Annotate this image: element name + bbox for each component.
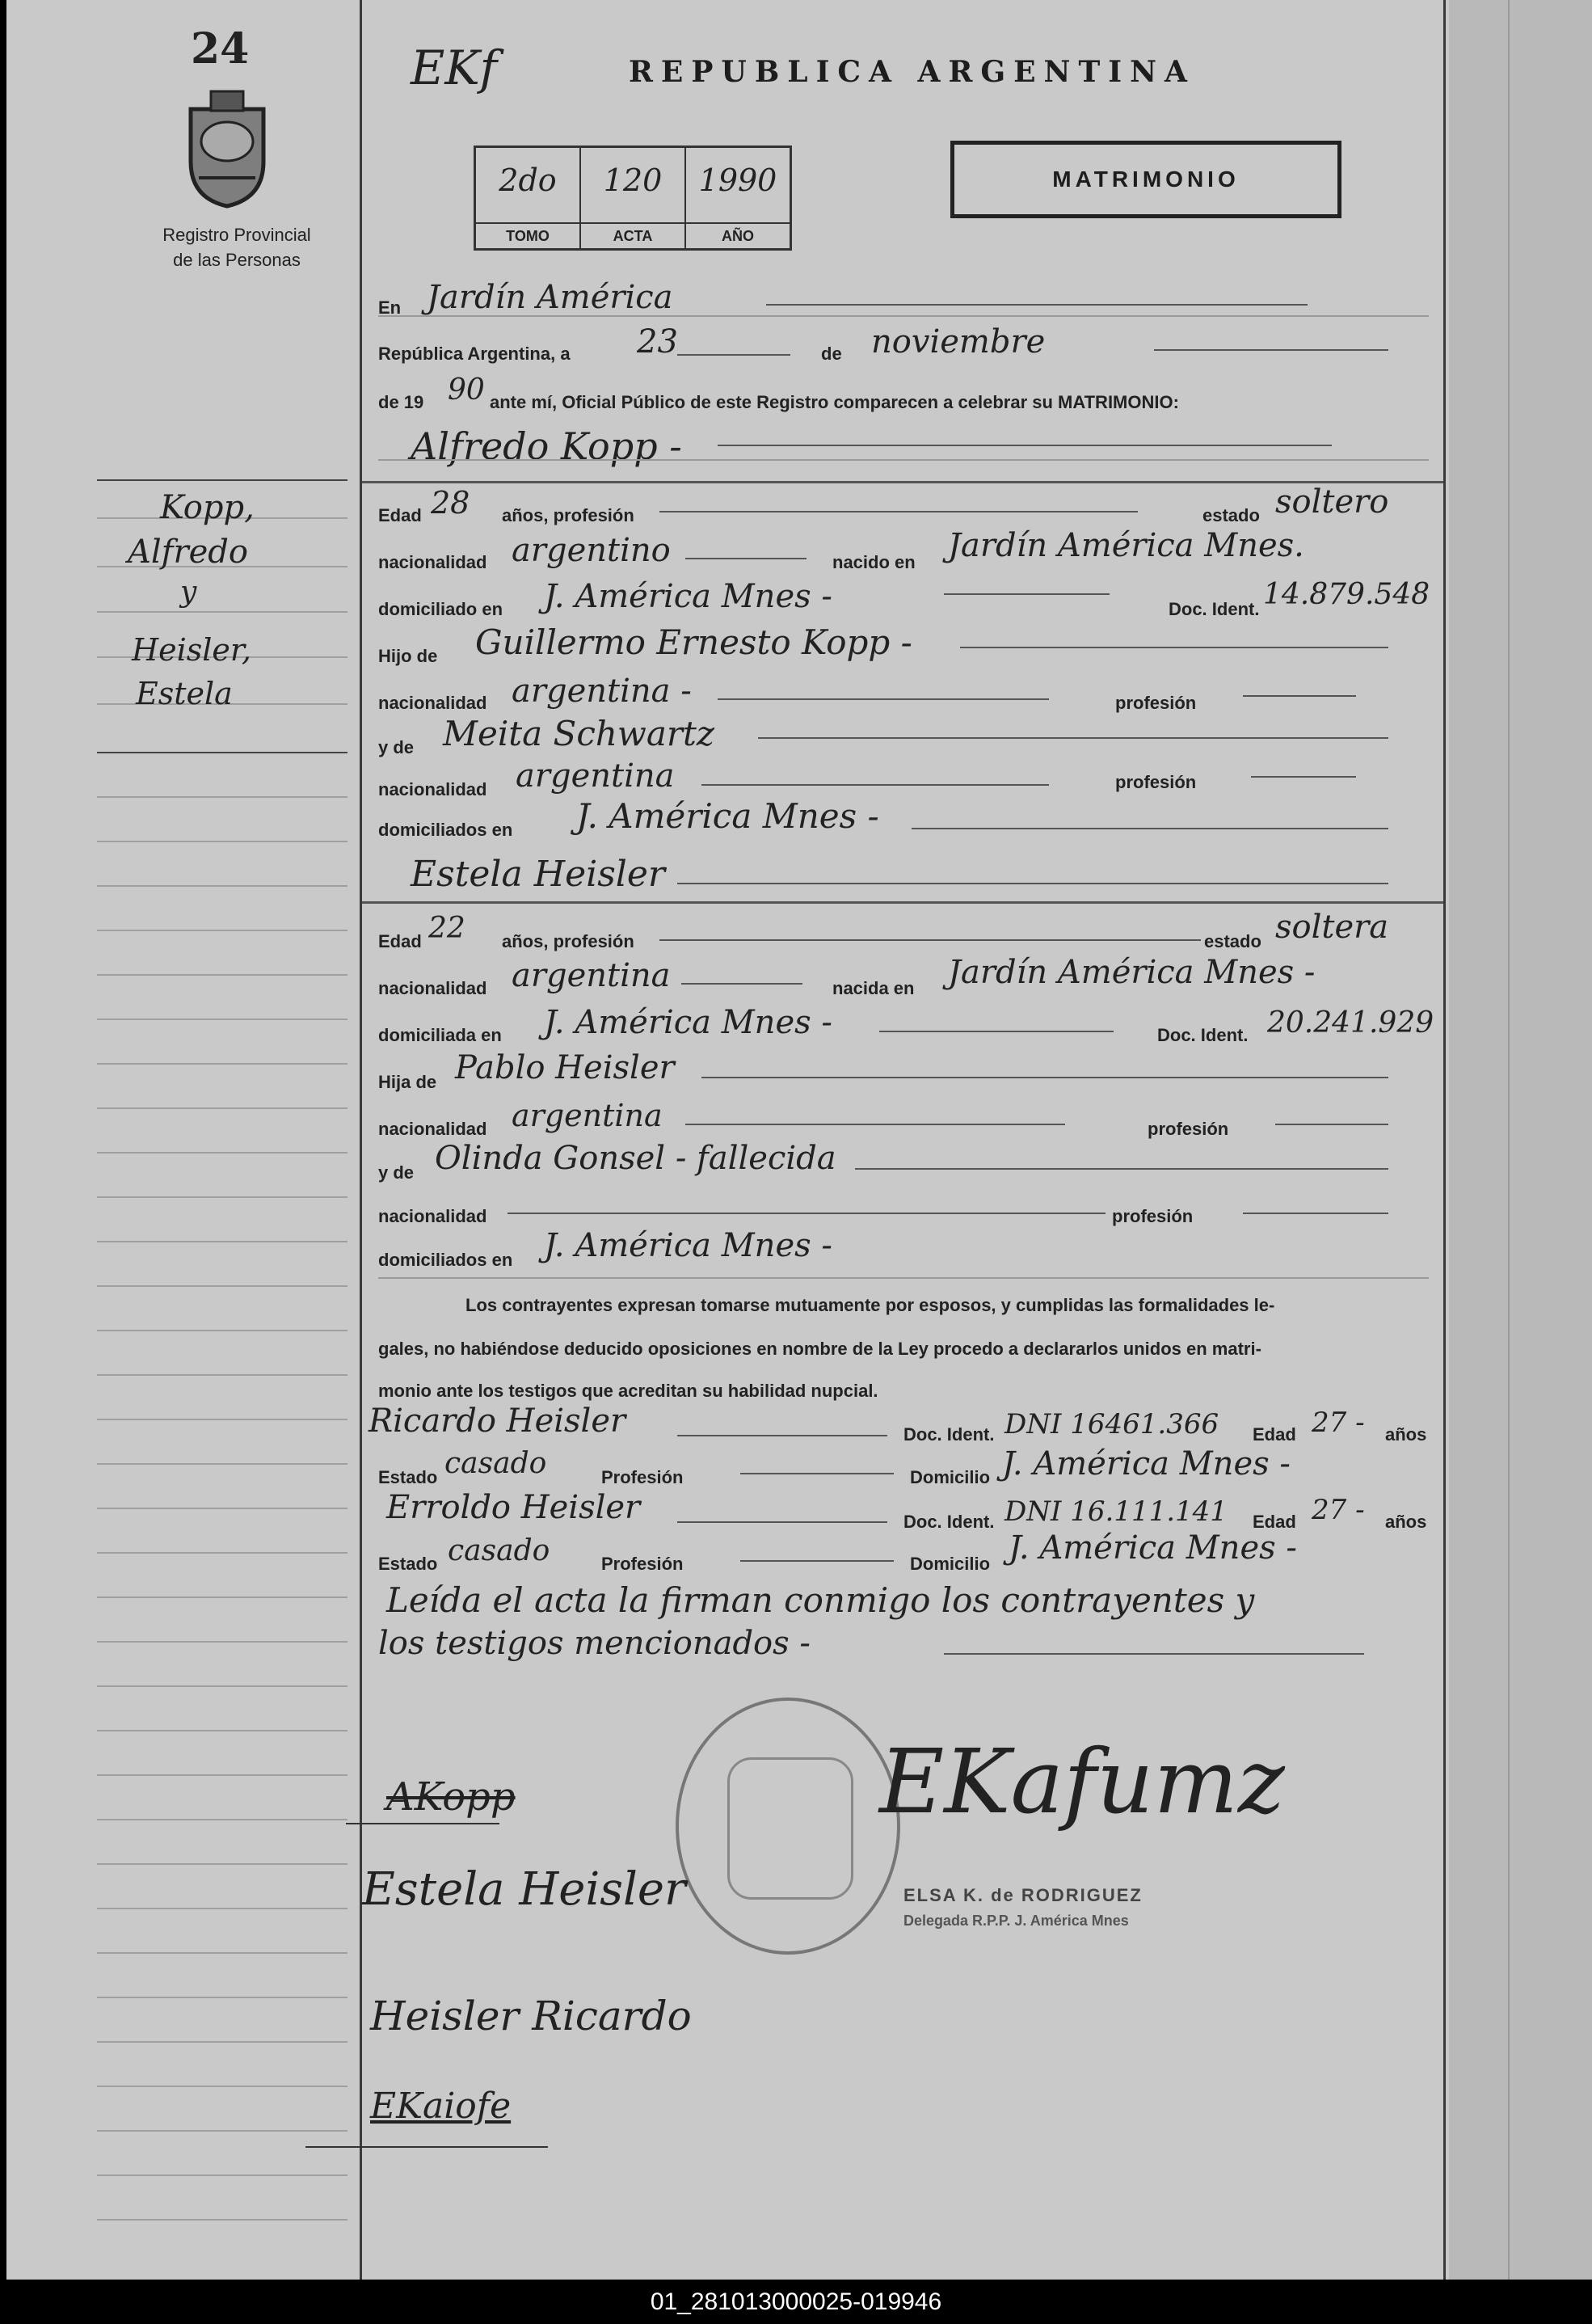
margin-rule — [97, 930, 347, 931]
groom-domicilio: J. América Mnes - — [544, 578, 832, 615]
acta-value: 120 — [603, 162, 663, 198]
witness2-anos-label: años — [1385, 1512, 1427, 1532]
bride-estado: soltera — [1275, 909, 1389, 946]
field-underline — [701, 1077, 1388, 1078]
field-underline — [740, 1473, 894, 1474]
field-underline — [718, 698, 1049, 700]
month-value: noviembre — [871, 323, 1046, 361]
margin-rule — [97, 2130, 347, 2132]
bride-estado-label: estado — [1204, 931, 1261, 951]
groom-mother-nac-label: nacionalidad — [378, 779, 487, 799]
ano-cell — [686, 148, 790, 248]
tomo-label: TOMO — [476, 222, 579, 248]
margin-rule — [97, 2174, 347, 2176]
margin-rule — [97, 1774, 347, 1776]
margin-rule — [97, 611, 347, 613]
groom-nacido-label: nacido en — [832, 552, 916, 572]
closing-line1: Leída el acta la firman conmigo los contrayentes y — [386, 1580, 1255, 1620]
groom-mother-nac: argentina — [516, 757, 675, 795]
officer-signature: EKafumz — [879, 1730, 1285, 1833]
margin-rule — [97, 1908, 347, 1909]
groom-mother-prof-label: profesión — [1115, 772, 1197, 792]
republica-label: República Argentina, a — [378, 344, 571, 364]
field-underline — [944, 593, 1110, 595]
en-label: En — [378, 297, 402, 318]
field-underline — [685, 558, 807, 559]
margin-rule — [97, 1952, 347, 1954]
groom-nacionalidad: argentino — [512, 532, 671, 569]
place-value: Jardín América — [427, 279, 673, 316]
bride-padres-dom-label: domiciliados en — [378, 1250, 513, 1270]
groom-father-nac-label: nacionalidad — [378, 693, 487, 713]
field-underline — [855, 1168, 1388, 1170]
field-underline — [912, 828, 1388, 829]
groom-name: Alfredo Kopp - — [411, 424, 682, 468]
margin-column-divider — [360, 0, 362, 2280]
witness-signature: Heisler Ricardo — [370, 1993, 692, 2039]
field-underline — [677, 1435, 887, 1436]
field-underline — [1243, 1213, 1388, 1214]
groom-padres-dom-label: domiciliados en — [378, 820, 513, 840]
field-underline — [677, 883, 1388, 884]
bride-edad-label: Edad — [378, 931, 422, 951]
margin-rule — [97, 1641, 347, 1643]
witness1-estado: casado — [444, 1447, 547, 1480]
witness2-doc: DNI 16.111.141 — [1004, 1495, 1228, 1528]
witness2-domicilio-label: Domicilio — [910, 1554, 991, 1574]
groom-father: Guillermo Ernesto Kopp - — [475, 622, 912, 662]
margin-rule — [97, 974, 347, 976]
margin-rule — [97, 796, 347, 798]
groom-nacionalidad-label: nacionalidad — [378, 552, 487, 572]
signature-line — [346, 1823, 499, 1824]
acta-label: ACTA — [581, 222, 684, 248]
closing-line2: los testigos mencionados - — [378, 1625, 811, 1662]
official-seal-icon — [676, 1698, 900, 1955]
witness1-age: 27 - — [1312, 1407, 1365, 1439]
field-underline — [701, 784, 1049, 786]
margin-rule — [97, 1730, 347, 1731]
day-value: 23 — [637, 323, 678, 361]
groom-estado-label: estado — [1202, 505, 1260, 525]
margin-rule — [97, 1107, 347, 1109]
margin-rule — [97, 1330, 347, 1331]
witness2-name: Erroldo Heisler — [386, 1489, 641, 1526]
groom-profesion-label: años, profesión — [502, 505, 634, 525]
witness1-doc-label: Doc. Ident. — [903, 1424, 995, 1445]
field-underline — [718, 445, 1332, 446]
witness1-profesion-label: Profesión — [601, 1467, 684, 1487]
year-suffix: 90 — [448, 373, 485, 407]
groom-father-prof-label: profesión — [1115, 693, 1197, 713]
signature-line — [305, 2146, 548, 2148]
groom-age: 28 — [431, 485, 470, 521]
page-number: 24 — [191, 24, 250, 74]
ano-label: AÑO — [686, 222, 790, 248]
witness2-profesion-label: Profesión — [601, 1554, 684, 1574]
field-underline — [944, 1653, 1364, 1655]
groom-doc-label: Doc. Ident. — [1169, 599, 1260, 619]
officer-stamp-line1: ELSA K. de RODRIGUEZ — [903, 1885, 1143, 1905]
record-reference-table — [474, 146, 792, 251]
margin-rule — [97, 2219, 347, 2221]
registry-name-line1: Registro Provincial — [162, 225, 311, 245]
margin-rule — [97, 1552, 347, 1554]
bride-nacionalidad: argentina — [512, 957, 671, 994]
field-underline — [659, 939, 1201, 941]
bride-padres-dom: J. América Mnes - — [544, 1227, 832, 1264]
margin-note-line: Kopp, — [160, 489, 255, 526]
margin-rule — [97, 1241, 347, 1242]
margin-note-line: Alfredo — [128, 534, 248, 571]
margin-rule — [97, 479, 347, 481]
witness1-doc: DNI 16461.366 — [1004, 1408, 1219, 1440]
field-rule — [378, 459, 1429, 461]
margin-rule — [97, 1285, 347, 1287]
province-emblem-icon — [175, 85, 280, 210]
field-underline — [681, 983, 802, 985]
field-underline — [677, 354, 790, 356]
margin-rule — [97, 2041, 347, 2043]
bride-name: Estela Heisler — [411, 854, 665, 895]
registry-name-line2: de las Personas — [173, 250, 301, 270]
bride-doc: 20.241.929 — [1267, 1006, 1434, 1040]
acta-cell — [581, 148, 686, 248]
bride-yde-label: y de — [378, 1162, 415, 1183]
bride-father: Pablo Heisler — [455, 1049, 675, 1086]
bride-mother: Olinda Gonsel - fallecida — [435, 1140, 836, 1177]
field-underline — [766, 304, 1308, 306]
margin-rule — [97, 1863, 347, 1865]
header-annotation: EKf — [411, 40, 498, 95]
year-prefix: de 19 — [378, 392, 424, 412]
witness1-domicilio-label: Domicilio — [910, 1467, 991, 1487]
de-label: de — [821, 344, 842, 364]
margin-rule — [97, 752, 347, 753]
field-rule — [378, 315, 1429, 317]
section-separator — [362, 901, 1443, 904]
margin-rule — [97, 1685, 347, 1687]
bride-father-prof-label: profesión — [1148, 1119, 1229, 1139]
margin-rule — [97, 2086, 347, 2087]
bride-nacida-label: nacida en — [832, 978, 915, 998]
tomo-cell — [476, 148, 581, 248]
margin-rule — [97, 1508, 347, 1509]
field-underline — [1275, 1124, 1388, 1125]
bride-doc-label: Doc. Ident. — [1157, 1025, 1249, 1045]
groom-father-nac: argentina - — [512, 673, 692, 710]
ano-value: 1990 — [698, 162, 777, 198]
declaration-line2: gales, no habiéndose deducido oposiciones en nombre de la Ley procedo a declararlos unidos en matri- — [378, 1339, 1261, 1359]
intro-text: ante mí, Oficial Público de este Registro comparecen a celebrar su MATRIMONIO: — [490, 392, 1179, 412]
groom-estado: soltero — [1275, 483, 1389, 521]
page-edge-line — [1443, 0, 1446, 2280]
witness1-anos-label: años — [1385, 1424, 1427, 1445]
groom-edad-label: Edad — [378, 505, 422, 525]
margin-rule — [97, 885, 347, 887]
witness2-edad-label: Edad — [1253, 1512, 1296, 1532]
witness1-name: Ricardo Heisler — [369, 1402, 626, 1440]
margin-rule — [97, 1819, 347, 1820]
witness2-signature: EKaiofe — [370, 2086, 512, 2127]
groom-signature: AKopp — [386, 1774, 516, 1820]
field-underline — [758, 737, 1388, 739]
margin-rule — [97, 1196, 347, 1198]
witness1-domicilio: J. América Mnes - — [1002, 1445, 1291, 1483]
field-underline — [659, 511, 1138, 512]
margin-rule — [97, 1374, 347, 1376]
margin-rule — [97, 1596, 347, 1598]
bride-signature: Estela Heisler — [362, 1863, 686, 1916]
field-underline — [740, 1560, 894, 1562]
image-code-footer — [0, 2280, 1592, 2324]
field-underline — [1154, 349, 1388, 351]
field-rule — [378, 1277, 1429, 1279]
field-underline — [1243, 695, 1356, 697]
groom-doc: 14.879.548 — [1263, 578, 1430, 611]
field-underline — [685, 1124, 1065, 1125]
margin-note-line: Heisler, — [132, 632, 251, 668]
groom-padres-dom: J. América Mnes - — [576, 796, 879, 836]
country-title: REPUBLICA ARGENTINA — [629, 55, 1195, 89]
witness2-estado: casado — [448, 1534, 550, 1567]
groom-birthplace: Jardín América Mnes. — [948, 527, 1304, 564]
margin-rule — [97, 841, 347, 842]
declaration-line1: Los contrayentes expresan tomarse mutuamente por esposos, y cumplidas las formalidades le- — [465, 1295, 1275, 1315]
bride-mother-nac-label: nacionalidad — [378, 1206, 487, 1226]
witness1-edad-label: Edad — [1253, 1424, 1296, 1445]
bride-father-nac-label: nacionalidad — [378, 1119, 487, 1139]
bride-mother-prof-label: profesión — [1112, 1206, 1194, 1226]
groom-hijo-label: Hijo de — [378, 646, 438, 666]
field-underline — [1251, 776, 1356, 778]
act-type-label: MATRIMONIO — [1052, 167, 1240, 192]
margin-rule — [97, 1463, 347, 1465]
witness2-doc-label: Doc. Ident. — [903, 1512, 995, 1532]
groom-mother: Meita Schwartz — [443, 714, 714, 753]
margin-rule — [97, 1063, 347, 1065]
margin-note-line: y — [180, 576, 197, 609]
bride-birthplace: Jardín América Mnes - — [948, 954, 1316, 991]
field-underline — [960, 647, 1388, 648]
bride-domicilio: J. América Mnes - — [544, 1004, 832, 1041]
bride-father-nac: argentina — [512, 1098, 663, 1133]
groom-domiciliado-label: domiciliado en — [378, 599, 503, 619]
officer-stamp-line2: Delegada R.P.P. J. América Mnes — [903, 1913, 1129, 1929]
field-underline — [508, 1213, 1106, 1214]
image-code: 01_281013000025-019946 — [650, 2288, 942, 2315]
bride-nacionalidad-label: nacionalidad — [378, 978, 487, 998]
margin-note-line: Estela — [136, 676, 233, 711]
field-underline — [677, 1521, 887, 1523]
margin-rule — [97, 1419, 347, 1420]
bride-domiciliada-label: domiciliada en — [378, 1025, 502, 1045]
witness2-estado-label: Estado — [378, 1554, 438, 1574]
witness2-domicilio: J. América Mnes - — [1009, 1529, 1297, 1567]
witness2-age: 27 - — [1312, 1494, 1365, 1526]
page-fold-line — [1508, 0, 1510, 2280]
margin-rule — [97, 1019, 347, 1020]
margin-rule — [97, 1997, 347, 1998]
declaration-line3: monio ante los testigos que acreditan su habilidad nupcial. — [378, 1381, 878, 1401]
act-type-box — [950, 141, 1341, 218]
witness1-estado-label: Estado — [378, 1467, 438, 1487]
field-underline — [879, 1031, 1114, 1032]
tomo-value: 2do — [499, 162, 557, 198]
margin-rule — [97, 1152, 347, 1154]
bride-profesion-label: años, profesión — [502, 931, 634, 951]
page-edge — [1449, 0, 1592, 2280]
bride-age: 22 — [428, 912, 465, 945]
document-page — [6, 0, 1592, 2280]
groom-yde-label: y de — [378, 737, 415, 757]
bride-hija-label: Hija de — [378, 1072, 437, 1092]
